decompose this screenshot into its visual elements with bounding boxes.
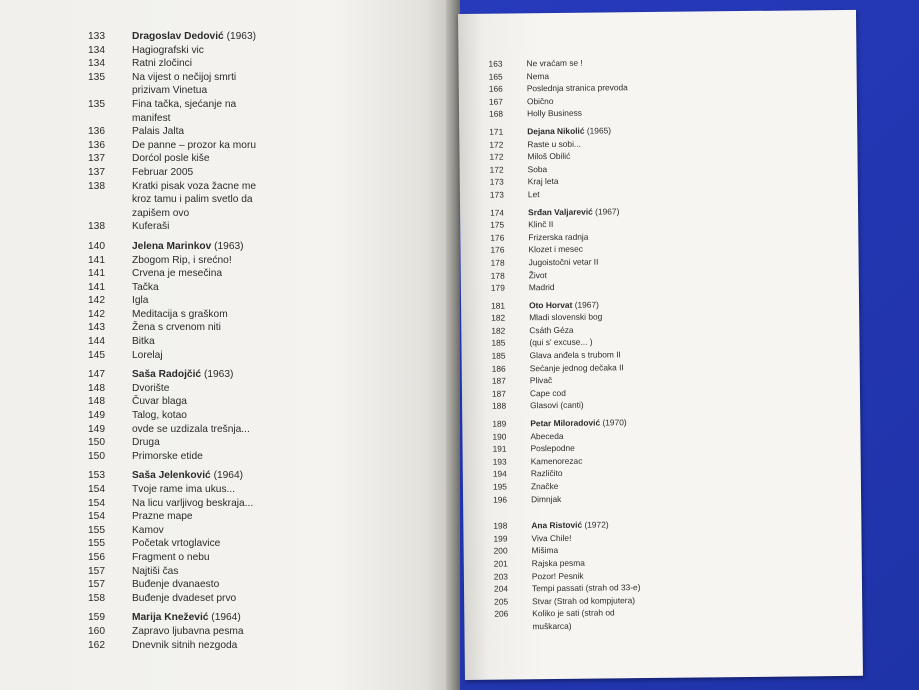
poem-title (132, 294, 418, 308)
page-number: 162 (88, 639, 105, 651)
toc-entry (491, 278, 821, 294)
toc-entry (88, 625, 418, 639)
poem-title-line: Ne vraćam se ! (526, 57, 583, 69)
author-name: Saša Radojčić (132, 369, 202, 381)
toc-entry (88, 321, 418, 335)
poem-title (530, 397, 822, 413)
poem-title (132, 152, 418, 166)
poem-title (132, 44, 418, 58)
author-heading-text (132, 240, 418, 254)
page-number: 199 (493, 533, 508, 544)
page-number: 138 (88, 180, 105, 192)
page-number: 137 (88, 153, 105, 165)
poem-title-line: Klozet i mesec (528, 244, 583, 255)
page-number: 167 (488, 96, 503, 107)
toc-entry (88, 349, 418, 363)
poem-title (132, 592, 418, 606)
page-number: 190 (492, 431, 507, 442)
page-number: 136 (88, 139, 105, 151)
page-number: 206 (494, 608, 509, 619)
poem-title (132, 450, 418, 464)
toc-entry (88, 180, 418, 221)
poem-title (531, 490, 823, 506)
poem-title (132, 220, 418, 234)
poem-title-line: Februar 2005 (132, 166, 194, 178)
poem-title (528, 185, 820, 201)
page-number: 147 (88, 369, 105, 381)
page-number: 172 (489, 164, 504, 175)
toc-entry (88, 510, 418, 524)
poem-title (132, 483, 418, 497)
toc-entry (88, 308, 418, 322)
page-number: 174 (490, 207, 505, 218)
toc-entry (88, 267, 418, 281)
page-number: 148 (88, 396, 105, 408)
page-number: 185 (491, 350, 506, 361)
poem-title-line: Abeceda (530, 430, 564, 441)
poem-title-line: Druga (132, 437, 160, 449)
page-number: 185 (491, 337, 506, 349)
poem-title-line: Holly Business (526, 108, 583, 119)
poem-title (132, 71, 418, 98)
poem-title-line: Pozor! Pesnik (531, 570, 584, 581)
poem-title-line: Dorćol posle kiše (132, 153, 210, 165)
poem-title (132, 139, 418, 153)
page-number: 154 (88, 484, 105, 495)
page-number: 187 (491, 388, 507, 399)
poem-title-line: Palais Jalta (132, 126, 185, 138)
poem-title (132, 423, 418, 437)
author-name: Petar Miloradović (530, 417, 601, 429)
right-table-of-contents (488, 54, 824, 633)
poem-title-line: Hagiografski vic (132, 44, 204, 56)
page-number: 191 (492, 443, 507, 454)
poem-title-line: Početak vrtoglavice (132, 538, 221, 550)
author-birth-year: (1963) (214, 240, 244, 252)
poem-title-line: Dnevnik sitnih nezgoda (132, 639, 238, 651)
poem-title (132, 578, 418, 592)
author-name: Marija Knežević (132, 612, 209, 624)
page-number: 155 (88, 524, 105, 536)
poem-title-line: Na licu varljivog beskraja... (132, 497, 254, 509)
page-number: 198 (493, 520, 508, 531)
author-name: Jelena Marinkov (132, 240, 212, 252)
page-number: 154 (88, 511, 105, 523)
poem-title (132, 254, 418, 268)
poem-title-line: (qui s' excuse... ) (529, 337, 593, 348)
toc-entry (88, 294, 418, 308)
page-number: 195 (492, 481, 507, 492)
page-number: 188 (492, 400, 507, 412)
poem-title-line: Koliko je sati (strah od (532, 607, 615, 619)
page-number: 155 (88, 538, 105, 550)
toc-entry (493, 490, 823, 506)
poem-title (132, 125, 418, 139)
left-page (0, 0, 448, 690)
author-birth-year: (1967) (574, 299, 599, 310)
toc-author-heading (88, 368, 418, 382)
poem-title-line: Žena s crvenom niti (132, 322, 221, 334)
page-number: 172 (489, 139, 504, 150)
toc-entry (88, 395, 418, 409)
page-number: 158 (88, 592, 105, 604)
poem-title-line: Kraj leta (527, 176, 559, 187)
toc-entry (88, 139, 418, 153)
page-number: 205 (494, 596, 509, 607)
toc-author-heading (88, 30, 418, 44)
poem-title (132, 57, 418, 71)
toc-entry (88, 639, 418, 653)
page-number: 149 (88, 423, 105, 435)
page-number: 171 (489, 126, 504, 137)
poem-title (132, 497, 418, 511)
poem-title-line: Dvorište (132, 382, 170, 394)
page-number: 189 (492, 418, 507, 429)
poem-title (132, 409, 418, 423)
toc-entry (88, 578, 418, 592)
page-number: 157 (88, 565, 105, 577)
poem-title (132, 382, 418, 396)
page-number: 193 (492, 456, 507, 467)
author-heading-text (132, 469, 418, 483)
page-number: 150 (88, 437, 105, 449)
poem-title-line: Crvena je mesečina (132, 268, 223, 280)
right-page (458, 10, 863, 680)
page-number: 172 (489, 151, 504, 162)
page-number: 176 (490, 244, 505, 255)
author-name: Oto Horvat (528, 299, 573, 310)
poem-title-line: Rajska pesma (531, 557, 585, 569)
toc-entry (494, 605, 824, 634)
poem-title-line: Buđenje dvadeset prvo (132, 592, 237, 604)
toc-entry (88, 483, 418, 497)
toc-entry (88, 57, 418, 71)
poem-title-line: Najtiši čas (132, 565, 179, 577)
toc-entry (492, 397, 822, 413)
poem-title-line: Čuvar blaga (132, 396, 187, 408)
toc-entry (88, 220, 418, 234)
author-birth-year: (1963) (226, 31, 257, 42)
author-birth-year: (1963) (203, 369, 234, 381)
poem-title-line: Tvoje rame ima ukus... (132, 484, 236, 495)
page-number: 144 (88, 336, 105, 348)
poem-title (132, 335, 418, 349)
page-number: 187 (491, 375, 506, 386)
page-number: 134 (88, 44, 105, 56)
page-number: 168 (488, 108, 504, 120)
toc-entry (88, 335, 418, 349)
poem-title-line: Meditacija s graškom (132, 308, 228, 320)
poem-title-line: Značke (530, 480, 559, 492)
page-number: 201 (493, 558, 508, 569)
page-number: 178 (490, 257, 505, 268)
author-heading-text (132, 368, 418, 382)
author-heading-text (132, 611, 418, 625)
book-spine-gutter (446, 0, 460, 690)
poem-title-line: Kratki pisak voza žacne me (132, 180, 257, 192)
poem-title (132, 551, 418, 565)
page-number: 135 (88, 98, 105, 110)
author-birth-year: (1972) (584, 519, 609, 530)
toc-entry (88, 423, 418, 437)
toc-entry (88, 565, 418, 579)
poem-title-line: Kamenorezac (530, 455, 583, 467)
poem-title (132, 166, 418, 180)
poem-title-line: Primorske etide (132, 450, 203, 462)
page-number: 179 (490, 282, 505, 293)
poem-title-line: Miloš Obilić (527, 150, 571, 162)
poem-title-line: Cape cod (529, 387, 566, 399)
toc-entry (88, 71, 418, 98)
poem-title-line: Obično (526, 95, 554, 107)
page-number: 159 (88, 612, 105, 624)
poem-title-continuation: manifest (132, 112, 171, 124)
poem-title-line: Ratni zločinci (132, 58, 193, 70)
poem-title (132, 321, 418, 335)
poem-title-line: Kuferaši (132, 221, 170, 233)
poem-title (132, 308, 418, 322)
toc-author-heading (88, 611, 418, 625)
toc-entry (88, 450, 418, 464)
page-number: 182 (491, 325, 506, 336)
page-number: 176 (490, 232, 505, 243)
poem-title (132, 98, 418, 125)
page-number: 137 (88, 166, 105, 178)
poem-title (132, 639, 418, 653)
page-number: 203 (493, 571, 508, 582)
page-number: 160 (88, 625, 105, 637)
page-number: 148 (88, 382, 105, 394)
poem-title-line: Fragment o nebu (132, 551, 210, 563)
page-number: 143 (88, 322, 105, 334)
poem-title-line: Zbogom Rip, i srećno! (132, 254, 232, 266)
left-table-of-contents (88, 30, 418, 652)
author-birth-year: (1967) (595, 205, 620, 217)
toc-entry (88, 44, 418, 58)
poem-title-line: Fina tačka, sjećanje na (132, 98, 237, 110)
page-number: 141 (88, 254, 105, 266)
poem-title-line: Csáth Géza (529, 324, 574, 336)
poem-title-line: Mladi slovenski bog (529, 311, 603, 323)
page-number: 142 (88, 295, 105, 307)
toc-entry (88, 409, 418, 423)
poem-title-line: ovde se uzdizala trešnja... (132, 423, 250, 435)
page-number: 157 (88, 579, 105, 591)
toc-entry (88, 551, 418, 565)
page-number: 153 (88, 470, 105, 482)
page-number: 173 (489, 176, 504, 188)
toc-author-heading (88, 469, 418, 483)
poem-title (132, 436, 418, 450)
poem-title-line: Jugoistočni vetar II (528, 256, 599, 268)
poem-title (132, 395, 418, 409)
poem-title-continuation: prizivam Vinetua (132, 85, 208, 97)
page-number: 154 (88, 497, 105, 509)
poem-title-line: Madrid (528, 282, 555, 293)
page-number: 140 (88, 240, 105, 252)
poem-title-line: Nema (526, 70, 550, 81)
author-name: Dragoslav Dedović (132, 31, 224, 42)
toc-entry (88, 254, 418, 268)
poem-title-line: Stvar (Strah od kompjutera) (532, 594, 636, 607)
author-name: Dejana Nikolić (527, 125, 585, 137)
poem-title-line: Kamov (132, 524, 164, 536)
page-number: 141 (88, 281, 105, 293)
poem-title (527, 105, 819, 121)
poem-title-line: Frizerska radnja (528, 231, 589, 242)
poem-title-line: Poslednja stranica prevoda (526, 82, 628, 94)
poem-title-line: Tempi passati (strah od 33-e) (531, 582, 641, 594)
poem-title-line: Tačka (132, 281, 159, 293)
poem-title-line: Različito (530, 468, 563, 479)
toc-entry (88, 125, 418, 139)
toc-entry (88, 281, 418, 295)
poem-title-line: Raste u sobi... (527, 138, 581, 149)
poem-title (132, 565, 418, 579)
page-number: 134 (88, 58, 105, 70)
page-number: 196 (493, 494, 508, 505)
poem-title (132, 267, 418, 281)
toc-entry (88, 592, 418, 606)
poem-title-line: Glava anđela s trubom II (529, 349, 621, 361)
toc-entry (88, 524, 418, 538)
poem-title-line: Mišima (531, 545, 559, 556)
toc-entry (88, 166, 418, 180)
toc-author-heading (88, 240, 418, 254)
poem-title (132, 349, 418, 363)
poem-title-line: Viva Chile! (531, 532, 572, 544)
poem-title-line: Glasovi (canti) (530, 400, 584, 411)
toc-entry (88, 537, 418, 551)
author-birth-year: (1964) (213, 470, 244, 482)
page-number: 141 (88, 268, 105, 280)
poem-title-line: De panne – prozor ka moru (132, 139, 257, 151)
toc-entry (88, 152, 418, 166)
poem-title (529, 278, 821, 294)
poem-title-line: Let (527, 189, 540, 200)
page-number: 186 (491, 363, 506, 374)
page-number: 135 (88, 71, 105, 83)
page-number: 200 (493, 545, 508, 557)
toc-entry (490, 185, 820, 201)
page-number: 204 (493, 583, 509, 594)
author-name: Srđan Valjarević (528, 206, 593, 217)
toc-entry (489, 105, 819, 121)
toc-entry (88, 497, 418, 511)
poem-title-line: Bitka (132, 336, 155, 348)
page-number: 175 (490, 219, 505, 230)
poem-title-line: Zapravo ljubavna pesma (132, 625, 244, 637)
poem-title (132, 180, 418, 221)
poem-title-line: Na vijest o nečijoj smrti (132, 71, 237, 83)
poem-title-line: Talog, kotao (132, 410, 187, 422)
page-number: 136 (88, 126, 105, 138)
poem-title-continuation: kroz tamu i palim svetlo da (132, 194, 253, 206)
page-number: 163 (488, 58, 503, 69)
page-number: 165 (488, 71, 503, 82)
page-number: 150 (88, 450, 105, 462)
poem-title-line: Klinč II (528, 219, 554, 230)
poem-title-continuation: muškarca) (532, 620, 572, 632)
author-name: Ana Ristović (531, 519, 583, 531)
page-number: 142 (88, 308, 105, 320)
toc-entry (88, 98, 418, 125)
page-number: 181 (491, 300, 506, 311)
author-birth-year: (1970) (602, 417, 627, 428)
poem-title-line: Dimnjak (531, 493, 562, 504)
page-number: 133 (88, 31, 105, 42)
poem-title-line: Soba (527, 163, 548, 175)
poem-title (132, 510, 418, 524)
author-birth-year: (1964) (211, 612, 241, 624)
page-number: 156 (88, 551, 105, 563)
poem-title-line: Prazne mape (132, 511, 193, 523)
author-birth-year: (1965) (586, 125, 612, 136)
poem-title (132, 281, 418, 295)
poem-title (532, 605, 824, 633)
poem-title-line: Sećanje jednog dečaka II (529, 361, 624, 373)
page-number: 178 (490, 270, 505, 281)
author-name: Saša Jelenković (132, 470, 211, 482)
poem-title-continuation: zapišem ovo (132, 207, 190, 219)
poem-title (132, 524, 418, 538)
toc-entry (88, 382, 418, 396)
page-number: 145 (88, 349, 105, 361)
author-heading-text (132, 30, 418, 44)
poem-title (132, 537, 418, 551)
toc-entry (88, 436, 418, 450)
poem-title-line: Život (528, 269, 547, 280)
poem-title (132, 625, 418, 639)
page-number: 166 (488, 83, 503, 94)
page-number: 173 (489, 189, 504, 200)
poem-title-line: Igla (132, 295, 149, 307)
page-number: 149 (88, 410, 105, 422)
poem-title-line: Poslepodne (530, 443, 575, 454)
poem-title-line: Plivač (529, 375, 553, 386)
page-number: 138 (88, 221, 105, 233)
poem-title-line: Buđenje dvanaesto (132, 579, 220, 591)
poem-title-line: Lorelaj (132, 349, 163, 361)
page-number: 194 (492, 468, 507, 480)
page-number: 182 (491, 312, 506, 323)
